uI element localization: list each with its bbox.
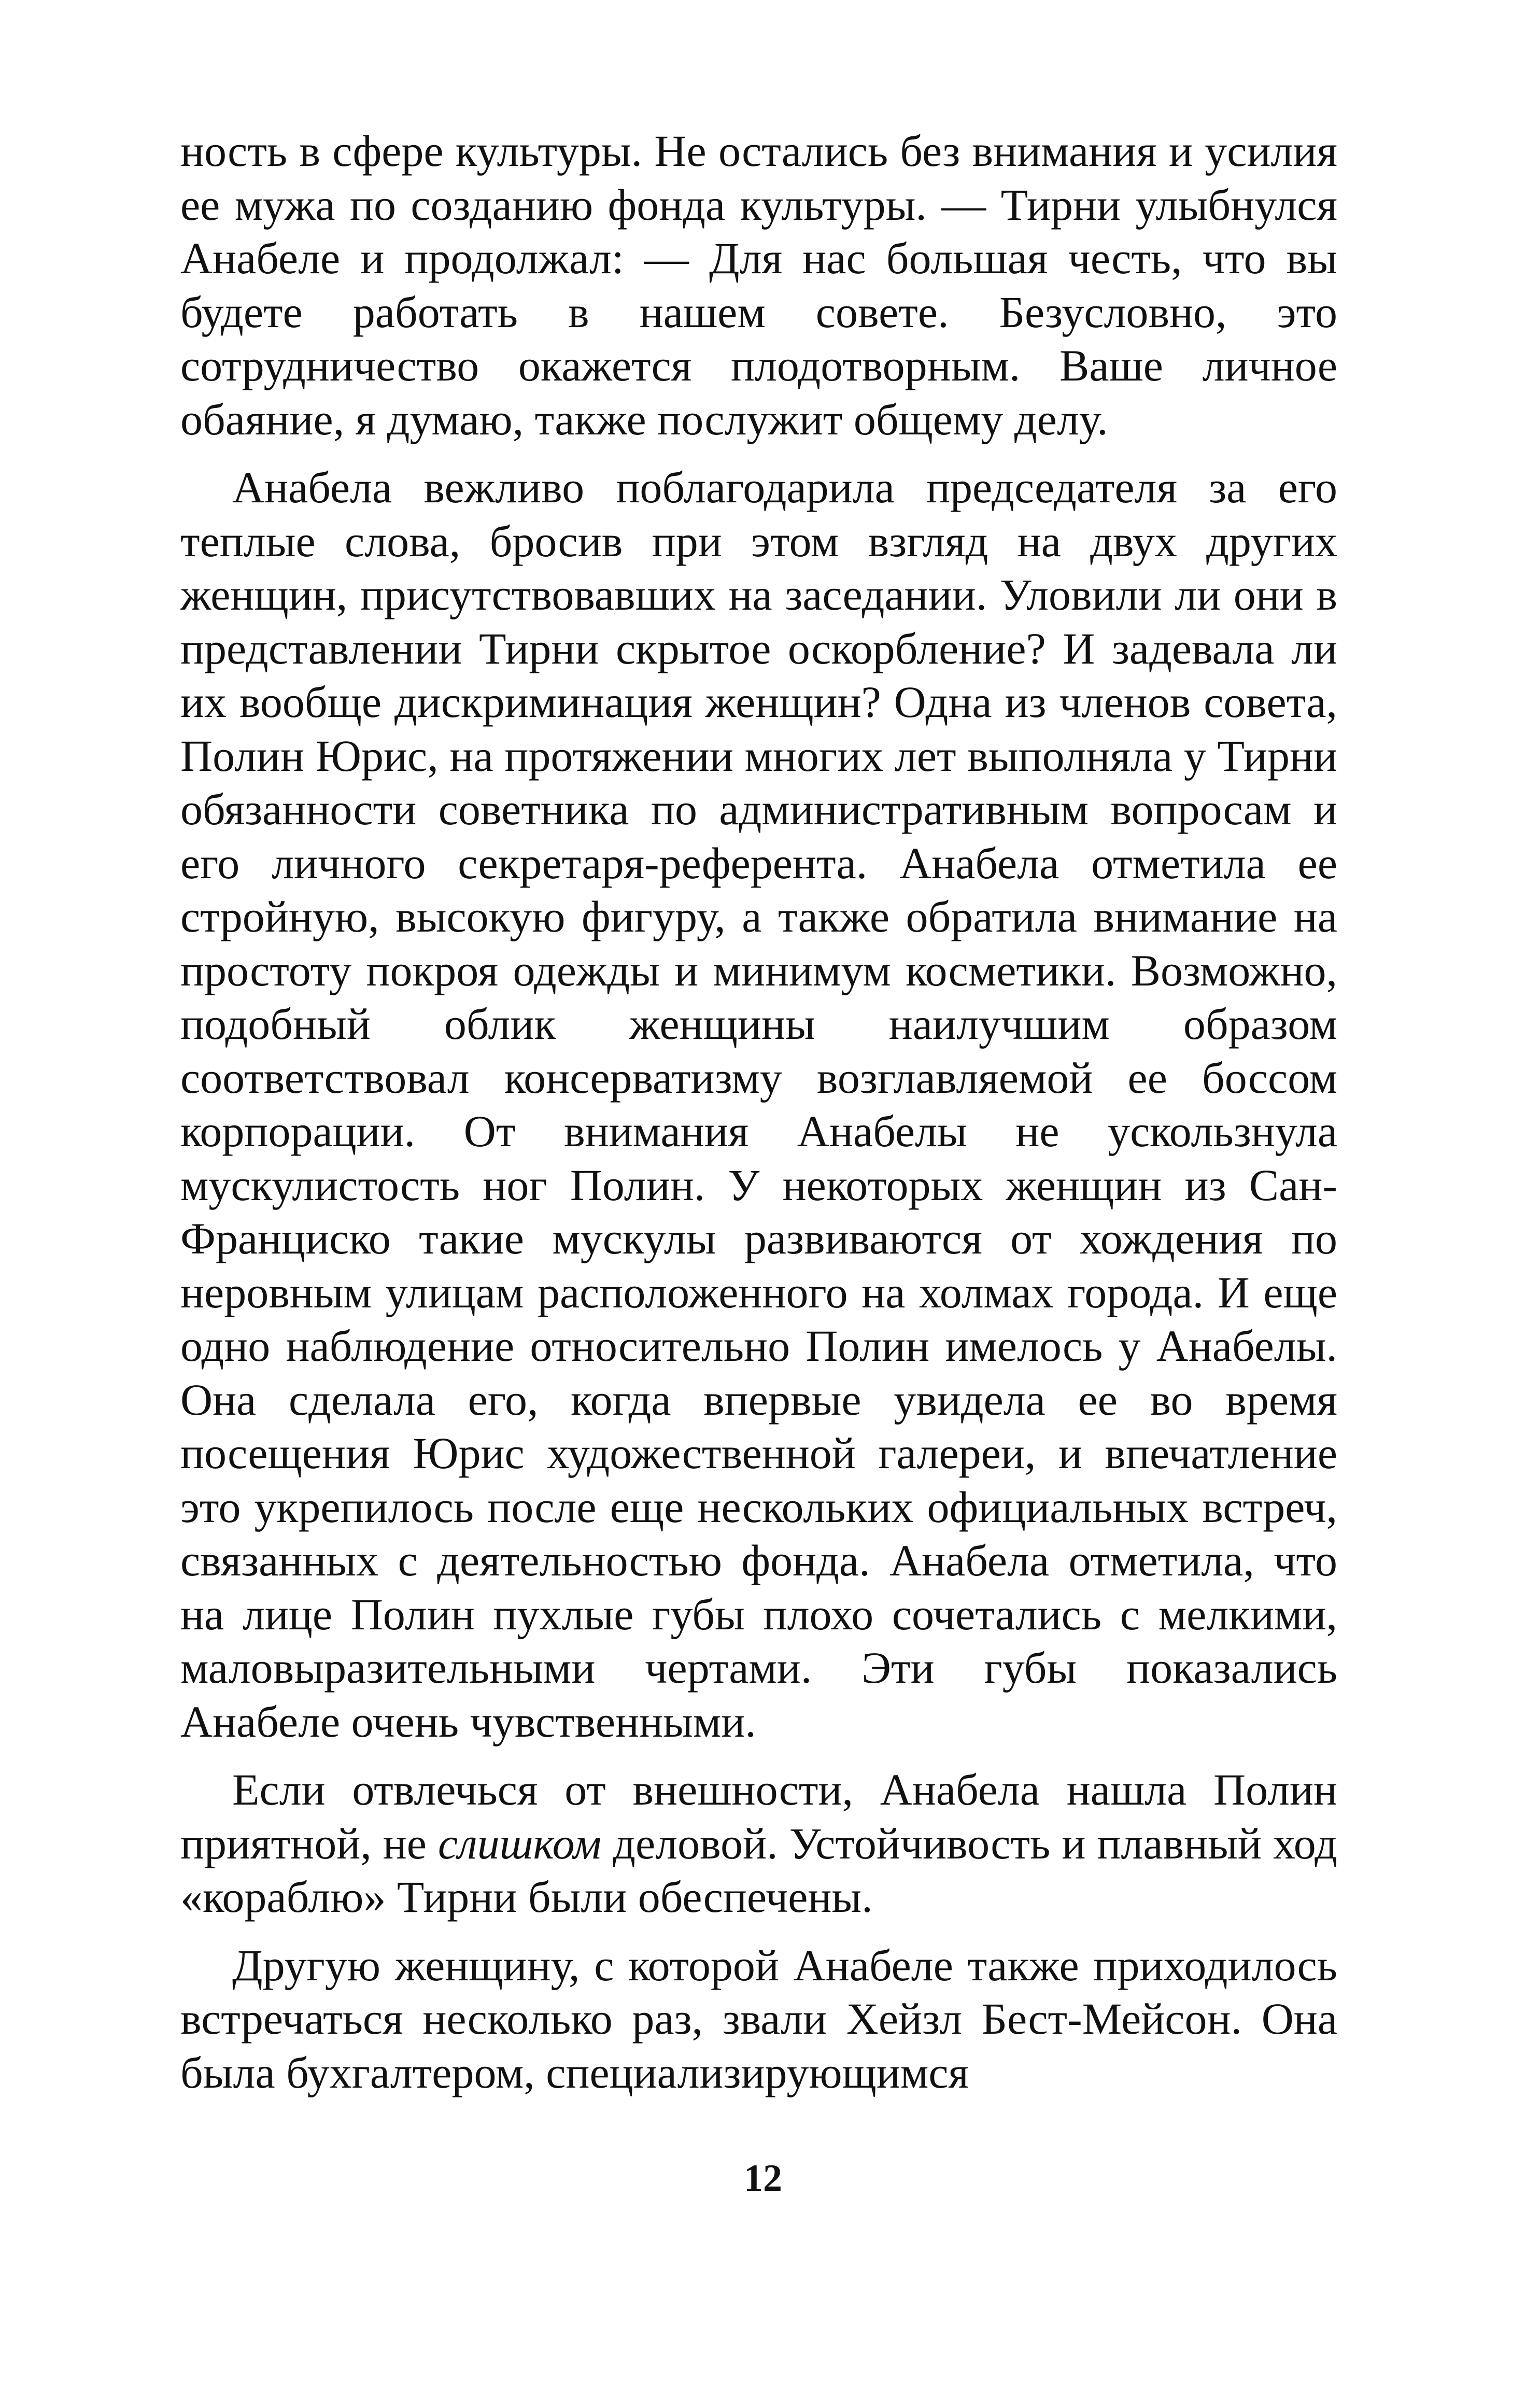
emphasis-word: слишком (438, 1818, 602, 1868)
page-body (180, 124, 1337, 2100)
paragraph-appearance (180, 1763, 1337, 1924)
paragraph-continuation: ность в сфере культуры. Не остались без внимания и усилия ее мужа по созданию фонда культуры. — Тирни улыбнулся Анабеле и продолжал: — Для нас большая честь, что вы будете работать в нашем совете. Безусловно, это сотрудничество окажется плодотворным. Ваше личное обаяние, я думаю, также послужит общему делу. (180, 126, 1337, 444)
paragraph-other-woman: Другую женщину, с которой Анабеле также приходилось встречаться несколько раз, звали Хейзл Бест-Мейсон. Она была бухгалтером, специализирующимся (180, 1940, 1337, 2097)
paragraph-appearance-end: деловой. Устойчивость и плавный ход «кораблю» Тирни были обеспечены. (180, 1818, 1337, 1922)
page-number: 12 (744, 2157, 782, 2200)
paragraph-appearance-start: Если отвлечься от внешности, Анабела нашла Полин приятной, не (180, 1765, 1337, 1868)
paragraph-anabela-thanks: Анабела вежливо поблагодарила председателя за его теплые слова, бросив при этом взгляд на двух других женщин, присутствовавших на заседании. Уловили ли они в представлении Тирни скрытое оскорбление? И задевала ли их вообще дискриминация женщин? Одна из членов совета, Полин Юрис, на протяжении многих лет выполняла у Тирни обязанности советника по административным вопросам и его личного секретаря-референта. Анабела отметила ее стройную, высокую фигуру, а также обратила внимание на простоту покроя одежды и минимум косметики. Возможно, подобный облик женщины наилучшим образом соответствовал консерватизму возглавляемой ее боссом корпорации. От внимания Анабелы не ускользнула мускулистость ног Полин. У некоторых женщин из Сан-Франциско такие мускулы развиваются от хождения по неровным улицам расположенного на холмах города. И еще одно наблюдение относительно Полин имелось у Анабелы. Она сделала его, когда впервые увидела ее во время посещения Юрис художественной галереи, и впечатление это укрепилось после еще нескольких официальных встреч, связанных с деятельностью фонда. Анабела отметила, что на лице Полин пухлые губы плохо сочетались с мелкими, маловыразительными чертами. Эти губы показались Анабеле очень чувственными. (180, 462, 1337, 1747)
